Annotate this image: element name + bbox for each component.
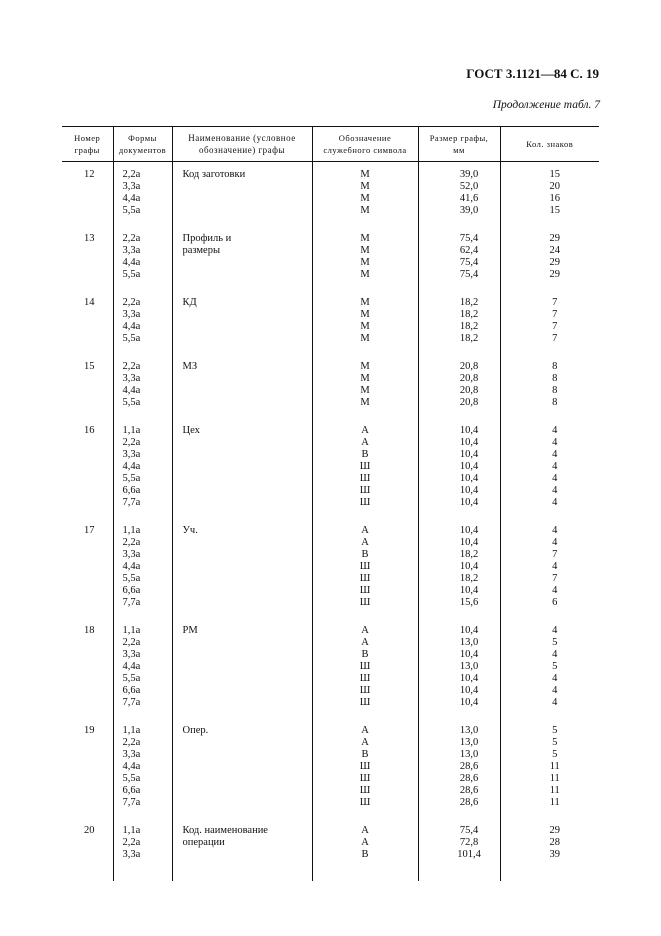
cell-chars-line: 4 bbox=[552, 649, 558, 660]
cell-symbols-line: М bbox=[360, 181, 370, 192]
cell-sizes-line: 52,0 bbox=[459, 181, 479, 192]
cell-forms-line: 2,2а bbox=[122, 737, 141, 748]
cell-forms-line: 3,3а bbox=[122, 181, 141, 192]
cell-forms-line: 6,6а bbox=[122, 785, 141, 796]
cell-symbols-line: Ш bbox=[359, 585, 371, 596]
cell-symbols-line: М bbox=[360, 193, 370, 204]
cell-name bbox=[172, 295, 312, 359]
cell-sizes-line: 72,8 bbox=[459, 837, 479, 848]
cell-forms-line: 3,3а bbox=[122, 649, 141, 660]
cell-sizes-line: 10,4 bbox=[459, 625, 479, 636]
cell-symbols-line: М bbox=[360, 169, 370, 180]
cell-chars-line: 5 bbox=[552, 661, 558, 672]
cell-forms-line: 4,4а bbox=[122, 561, 141, 572]
cell-symbols-line: А bbox=[361, 525, 369, 536]
cell-chars bbox=[500, 295, 599, 359]
cell-symbols-line: М bbox=[360, 385, 370, 396]
cell-forms-line: 3,3а bbox=[122, 373, 141, 384]
cell-chars-line: 7 bbox=[552, 333, 558, 344]
cell-number-value: 17 bbox=[84, 525, 95, 536]
cell-chars-line: 24 bbox=[549, 245, 560, 256]
cell-name bbox=[172, 623, 312, 723]
cell-forms bbox=[113, 723, 172, 823]
cell-forms bbox=[113, 162, 172, 232]
cell-symbols-line: М bbox=[360, 245, 370, 256]
cell-chars-line: 4 bbox=[552, 449, 558, 460]
cell-sizes-line: 10,4 bbox=[459, 537, 479, 548]
cell-chars-line: 29 bbox=[549, 233, 560, 244]
cell-chars-line: 4 bbox=[552, 685, 558, 696]
cell-name-line: Профиль и bbox=[182, 233, 232, 244]
cell-forms-line: 2,2а bbox=[122, 233, 141, 244]
cell-sizes bbox=[418, 359, 500, 423]
cell-name-line: Код заготовки bbox=[182, 169, 246, 180]
cell-symbols-line: М bbox=[360, 361, 370, 372]
cell-chars-line: 4 bbox=[552, 497, 558, 508]
cell-chars-line: 7 bbox=[552, 297, 558, 308]
cell-forms-line: 1,1а bbox=[122, 825, 141, 836]
cell-chars-line: 7 bbox=[552, 321, 558, 332]
cell-forms-line: 3,3а bbox=[122, 309, 141, 320]
cell-symbols-line: Ш bbox=[359, 797, 371, 808]
cell-forms-line: 5,5а bbox=[122, 205, 141, 216]
cell-sizes-line: 20,8 bbox=[459, 385, 479, 396]
cell-sizes-line: 18,2 bbox=[459, 573, 479, 584]
cell-forms-line: 5,5а bbox=[122, 573, 141, 584]
cell-symbols-line: А bbox=[361, 825, 369, 836]
cell-forms-line: 2,2а bbox=[122, 297, 141, 308]
cell-symbols-line: В bbox=[361, 749, 369, 760]
cell-sizes-line: 20,8 bbox=[459, 397, 479, 408]
cell-forms-line: 5,5а bbox=[122, 269, 141, 280]
header-number: Номер графы bbox=[62, 127, 113, 162]
cell-sizes-line: 13,0 bbox=[459, 637, 479, 648]
cell-symbols-line: М bbox=[360, 297, 370, 308]
cell-sizes-line: 10,4 bbox=[459, 437, 479, 448]
table-row bbox=[62, 823, 599, 881]
cell-number-value: 18 bbox=[84, 625, 95, 636]
cell-sizes-line: 18,2 bbox=[459, 321, 479, 332]
cell-forms-line: 5,5а bbox=[122, 397, 141, 408]
cell-symbols-line: Ш bbox=[359, 673, 371, 684]
cell-chars-line: 11 bbox=[549, 761, 560, 772]
table-row bbox=[62, 162, 599, 232]
cell-number bbox=[62, 295, 113, 359]
cell-chars bbox=[500, 823, 599, 881]
cell-forms-line: 7,7а bbox=[122, 697, 141, 708]
cell-forms-line: 5,5а bbox=[122, 673, 141, 684]
cell-name-line: Уч. bbox=[182, 525, 198, 536]
cell-sizes-line: 39,0 bbox=[459, 169, 479, 180]
cell-sizes-line: 62,4 bbox=[459, 245, 479, 256]
cell-sizes-line: 18,2 bbox=[459, 333, 479, 344]
table-caption: Продолжение табл. 7 bbox=[492, 99, 600, 111]
cell-forms bbox=[113, 359, 172, 423]
cell-forms-line: 1,1а bbox=[122, 625, 141, 636]
cell-chars-line: 4 bbox=[552, 425, 558, 436]
cell-sizes-line: 10,4 bbox=[459, 473, 479, 484]
table-header bbox=[62, 127, 599, 162]
cell-symbols-line: М bbox=[360, 309, 370, 320]
cell-name bbox=[172, 162, 312, 232]
cell-symbols-line: А bbox=[361, 537, 369, 548]
cell-forms-line: 2,2а bbox=[122, 537, 141, 548]
cell-name-line: КД bbox=[182, 297, 197, 308]
cell-chars-line: 11 bbox=[549, 785, 560, 796]
cell-chars-line: 5 bbox=[552, 737, 558, 748]
cell-symbols-line: Ш bbox=[359, 761, 371, 772]
cell-chars-line: 8 bbox=[552, 385, 558, 396]
cell-sizes bbox=[418, 231, 500, 295]
cell-chars-line: 29 bbox=[549, 257, 560, 268]
cell-forms bbox=[113, 423, 172, 523]
table-row bbox=[62, 231, 599, 295]
cell-symbols-line: М bbox=[360, 321, 370, 332]
cell-symbols-line: Ш bbox=[359, 473, 371, 484]
cell-sizes-line: 18,2 bbox=[459, 297, 479, 308]
cell-chars-line: 7 bbox=[552, 309, 558, 320]
cell-forms-line: 2,2а bbox=[122, 361, 141, 372]
cell-sizes bbox=[418, 523, 500, 623]
cell-number bbox=[62, 523, 113, 623]
cell-symbols-line: М bbox=[360, 373, 370, 384]
cell-number bbox=[62, 423, 113, 523]
cell-forms-line: 5,5а bbox=[122, 773, 141, 784]
cell-symbols bbox=[312, 823, 418, 881]
cell-chars bbox=[500, 623, 599, 723]
cell-number-value: 15 bbox=[84, 361, 95, 372]
cell-forms bbox=[113, 623, 172, 723]
cell-sizes-line: 20,8 bbox=[459, 373, 479, 384]
cell-sizes bbox=[418, 295, 500, 359]
cell-sizes-line: 10,4 bbox=[459, 449, 479, 460]
cell-sizes-line: 18,2 bbox=[459, 309, 479, 320]
cell-chars bbox=[500, 162, 599, 232]
cell-chars bbox=[500, 523, 599, 623]
cell-symbols-line: Ш bbox=[359, 685, 371, 696]
cell-forms-line: 2,2а bbox=[122, 169, 141, 180]
cell-chars-line: 4 bbox=[552, 673, 558, 684]
cell-sizes-line: 13,0 bbox=[459, 661, 479, 672]
cell-sizes-line: 75,4 bbox=[459, 825, 479, 836]
cell-sizes bbox=[418, 823, 500, 881]
cell-sizes-line: 18,2 bbox=[459, 549, 479, 560]
cell-chars-line: 29 bbox=[549, 269, 560, 280]
cell-forms-line: 6,6а bbox=[122, 685, 141, 696]
cell-forms-line: 3,3а bbox=[122, 549, 141, 560]
cell-chars-line: 6 bbox=[552, 597, 558, 608]
cell-symbols-line: А bbox=[361, 625, 369, 636]
cell-sizes-line: 10,4 bbox=[459, 461, 479, 472]
cell-sizes-line: 13,0 bbox=[459, 737, 479, 748]
cell-forms-line: 4,4а bbox=[122, 193, 141, 204]
cell-chars-line: 11 bbox=[549, 797, 560, 808]
cell-chars bbox=[500, 723, 599, 823]
cell-chars-line: 20 bbox=[549, 181, 560, 192]
cell-forms-line: 2,2а bbox=[122, 637, 141, 648]
cell-sizes bbox=[418, 162, 500, 232]
cell-number bbox=[62, 723, 113, 823]
cell-forms-line: 3,3а bbox=[122, 849, 141, 860]
cell-sizes-line: 75,4 bbox=[459, 257, 479, 268]
cell-sizes-line: 10,4 bbox=[459, 485, 479, 496]
cell-number-value: 13 bbox=[84, 233, 95, 244]
cell-forms-line: 4,4а bbox=[122, 257, 141, 268]
cell-sizes-line: 41,6 bbox=[459, 193, 479, 204]
cell-forms bbox=[113, 823, 172, 881]
cell-chars-line: 39 bbox=[549, 849, 560, 860]
table-row bbox=[62, 723, 599, 823]
cell-symbols bbox=[312, 523, 418, 623]
cell-chars-line: 16 bbox=[549, 193, 560, 204]
cell-number-value: 19 bbox=[84, 725, 95, 736]
cell-chars-line: 11 bbox=[549, 773, 560, 784]
cell-forms bbox=[113, 295, 172, 359]
cell-symbols-line: Ш bbox=[359, 697, 371, 708]
cell-number-value: 14 bbox=[84, 297, 95, 308]
cell-number-value: 20 bbox=[84, 825, 95, 836]
cell-forms-line: 4,4а bbox=[122, 321, 141, 332]
cell-number bbox=[62, 623, 113, 723]
cell-forms-line: 3,3а bbox=[122, 449, 141, 460]
cell-symbols bbox=[312, 359, 418, 423]
cell-symbols-line: А bbox=[361, 737, 369, 748]
table-row bbox=[62, 295, 599, 359]
cell-chars-line: 4 bbox=[552, 485, 558, 496]
cell-name-line: Цех bbox=[182, 425, 200, 436]
cell-sizes-line: 10,4 bbox=[459, 585, 479, 596]
cell-sizes-line: 28,6 bbox=[459, 773, 479, 784]
cell-symbols-line: Ш bbox=[359, 785, 371, 796]
cell-forms-line: 1,1а bbox=[122, 425, 141, 436]
cell-chars-line: 4 bbox=[552, 473, 558, 484]
cell-sizes-line: 10,4 bbox=[459, 425, 479, 436]
header-name: Наименование (условное обозначение) графы bbox=[172, 127, 312, 162]
cell-forms bbox=[113, 231, 172, 295]
cell-number bbox=[62, 359, 113, 423]
table-body bbox=[62, 162, 599, 882]
cell-symbols-line: В bbox=[361, 849, 369, 860]
cell-symbols-line: А bbox=[361, 837, 369, 848]
cell-chars-line: 4 bbox=[552, 537, 558, 548]
cell-forms-line: 4,4а bbox=[122, 385, 141, 396]
cell-name bbox=[172, 359, 312, 423]
page-header: ГОСТ 3.1121—84 С. 19 bbox=[466, 66, 599, 81]
cell-forms-line: 6,6а bbox=[122, 485, 141, 496]
cell-symbols-line: Ш bbox=[359, 773, 371, 784]
cell-symbols-line: Ш bbox=[359, 597, 371, 608]
cell-symbols bbox=[312, 162, 418, 232]
cell-chars bbox=[500, 359, 599, 423]
cell-name bbox=[172, 823, 312, 881]
cell-number-value: 16 bbox=[84, 425, 95, 436]
cell-chars-line: 4 bbox=[552, 625, 558, 636]
cell-symbols-line: М bbox=[360, 269, 370, 280]
cell-symbols-line: М bbox=[360, 233, 370, 244]
header-forms: Формы документов bbox=[113, 127, 172, 162]
cell-sizes-line: 28,6 bbox=[459, 761, 479, 772]
cell-symbols bbox=[312, 231, 418, 295]
cell-symbols-line: М bbox=[360, 333, 370, 344]
cell-forms-line: 4,4а bbox=[122, 461, 141, 472]
cell-sizes-line: 28,6 bbox=[459, 797, 479, 808]
cell-sizes bbox=[418, 423, 500, 523]
cell-sizes-line: 101,4 bbox=[457, 849, 481, 860]
cell-symbols-line: Ш bbox=[359, 485, 371, 496]
cell-sizes-line: 10,4 bbox=[459, 685, 479, 696]
cell-symbols bbox=[312, 423, 418, 523]
cell-chars-line: 4 bbox=[552, 697, 558, 708]
cell-forms-line: 3,3а bbox=[122, 245, 141, 256]
cell-name-line: операции bbox=[182, 837, 225, 848]
cell-sizes-line: 39,0 bbox=[459, 205, 479, 216]
cell-sizes-line: 20,8 bbox=[459, 361, 479, 372]
cell-symbols-line: А bbox=[361, 437, 369, 448]
cell-name-line: Опер. bbox=[182, 725, 209, 736]
data-table bbox=[62, 126, 599, 881]
cell-name bbox=[172, 523, 312, 623]
table-row bbox=[62, 423, 599, 523]
table-row bbox=[62, 523, 599, 623]
cell-forms-line: 4,4а bbox=[122, 761, 141, 772]
cell-symbols-line: А bbox=[361, 637, 369, 648]
cell-symbols-line: М bbox=[360, 205, 370, 216]
cell-sizes-line: 13,0 bbox=[459, 725, 479, 736]
table-row bbox=[62, 623, 599, 723]
cell-name bbox=[172, 723, 312, 823]
cell-symbols-line: В bbox=[361, 649, 369, 660]
cell-forms-line: 4,4а bbox=[122, 661, 141, 672]
cell-chars-line: 8 bbox=[552, 373, 558, 384]
cell-symbols-line: Ш bbox=[359, 497, 371, 508]
cell-number bbox=[62, 231, 113, 295]
cell-chars-line: 28 bbox=[549, 837, 560, 848]
header-size: Размер графы, мм bbox=[418, 127, 500, 162]
cell-symbols-line: Ш bbox=[359, 461, 371, 472]
cell-chars-line: 4 bbox=[552, 461, 558, 472]
cell-sizes-line: 10,4 bbox=[459, 697, 479, 708]
cell-chars bbox=[500, 231, 599, 295]
cell-chars-line: 4 bbox=[552, 437, 558, 448]
cell-sizes-line: 75,4 bbox=[459, 269, 479, 280]
cell-sizes bbox=[418, 723, 500, 823]
cell-name-line: Код. наименование bbox=[182, 825, 268, 836]
cell-chars-line: 5 bbox=[552, 725, 558, 736]
cell-forms-line: 1,1а bbox=[122, 525, 141, 536]
cell-chars-line: 7 bbox=[552, 573, 558, 584]
cell-sizes-line: 13,0 bbox=[459, 749, 479, 760]
cell-forms-line: 3,3а bbox=[122, 749, 141, 760]
cell-chars bbox=[500, 423, 599, 523]
cell-symbols bbox=[312, 623, 418, 723]
cell-symbols-line: В bbox=[361, 549, 369, 560]
cell-sizes-line: 10,4 bbox=[459, 497, 479, 508]
cell-symbols bbox=[312, 295, 418, 359]
cell-sizes bbox=[418, 623, 500, 723]
cell-sizes-line: 10,4 bbox=[459, 561, 479, 572]
cell-symbols-line: Ш bbox=[359, 573, 371, 584]
header-chars: Кол. знаков bbox=[500, 127, 599, 162]
cell-forms-line: 2,2а bbox=[122, 837, 141, 848]
cell-sizes-line: 10,4 bbox=[459, 673, 479, 684]
cell-forms-line: 1,1а bbox=[122, 725, 141, 736]
cell-forms-line: 7,7а bbox=[122, 797, 141, 808]
cell-symbols-line: В bbox=[361, 449, 369, 460]
table-row bbox=[62, 359, 599, 423]
cell-forms-line: 6,6а bbox=[122, 585, 141, 596]
cell-chars-line: 29 bbox=[549, 825, 560, 836]
cell-chars-line: 7 bbox=[552, 549, 558, 560]
cell-symbols-line: А bbox=[361, 425, 369, 436]
cell-name-line: РМ bbox=[182, 625, 198, 636]
cell-sizes-line: 10,4 bbox=[459, 525, 479, 536]
cell-chars-line: 4 bbox=[552, 525, 558, 536]
cell-forms-line: 2,2а bbox=[122, 437, 141, 448]
cell-sizes-line: 10,4 bbox=[459, 649, 479, 660]
cell-symbols-line: А bbox=[361, 725, 369, 736]
cell-name-line: размеры bbox=[182, 245, 221, 256]
cell-sizes-line: 75,4 bbox=[459, 233, 479, 244]
cell-chars-line: 5 bbox=[552, 749, 558, 760]
cell-forms bbox=[113, 523, 172, 623]
header-symbol: Обозначение служебного символа bbox=[312, 127, 418, 162]
cell-forms-line: 7,7а bbox=[122, 497, 141, 508]
cell-name bbox=[172, 423, 312, 523]
cell-number bbox=[62, 823, 113, 881]
cell-symbols-line: М bbox=[360, 397, 370, 408]
cell-symbols bbox=[312, 723, 418, 823]
cell-name-line: МЗ bbox=[182, 361, 198, 372]
cell-forms-line: 5,5а bbox=[122, 473, 141, 484]
cell-chars-line: 8 bbox=[552, 361, 558, 372]
cell-symbols-line: М bbox=[360, 257, 370, 268]
cell-forms-line: 5,5а bbox=[122, 333, 141, 344]
cell-name bbox=[172, 231, 312, 295]
cell-chars-line: 15 bbox=[549, 169, 560, 180]
cell-symbols-line: Ш bbox=[359, 661, 371, 672]
cell-number bbox=[62, 162, 113, 232]
cell-sizes-line: 28,6 bbox=[459, 785, 479, 796]
cell-forms-line: 7,7а bbox=[122, 597, 141, 608]
cell-chars-line: 15 bbox=[549, 205, 560, 216]
cell-chars-line: 4 bbox=[552, 585, 558, 596]
cell-number-value: 12 bbox=[84, 169, 95, 180]
cell-symbols-line: Ш bbox=[359, 561, 371, 572]
cell-sizes-line: 15,6 bbox=[459, 597, 479, 608]
cell-chars-line: 4 bbox=[552, 561, 558, 572]
cell-chars-line: 5 bbox=[552, 637, 558, 648]
cell-chars-line: 8 bbox=[552, 397, 558, 408]
